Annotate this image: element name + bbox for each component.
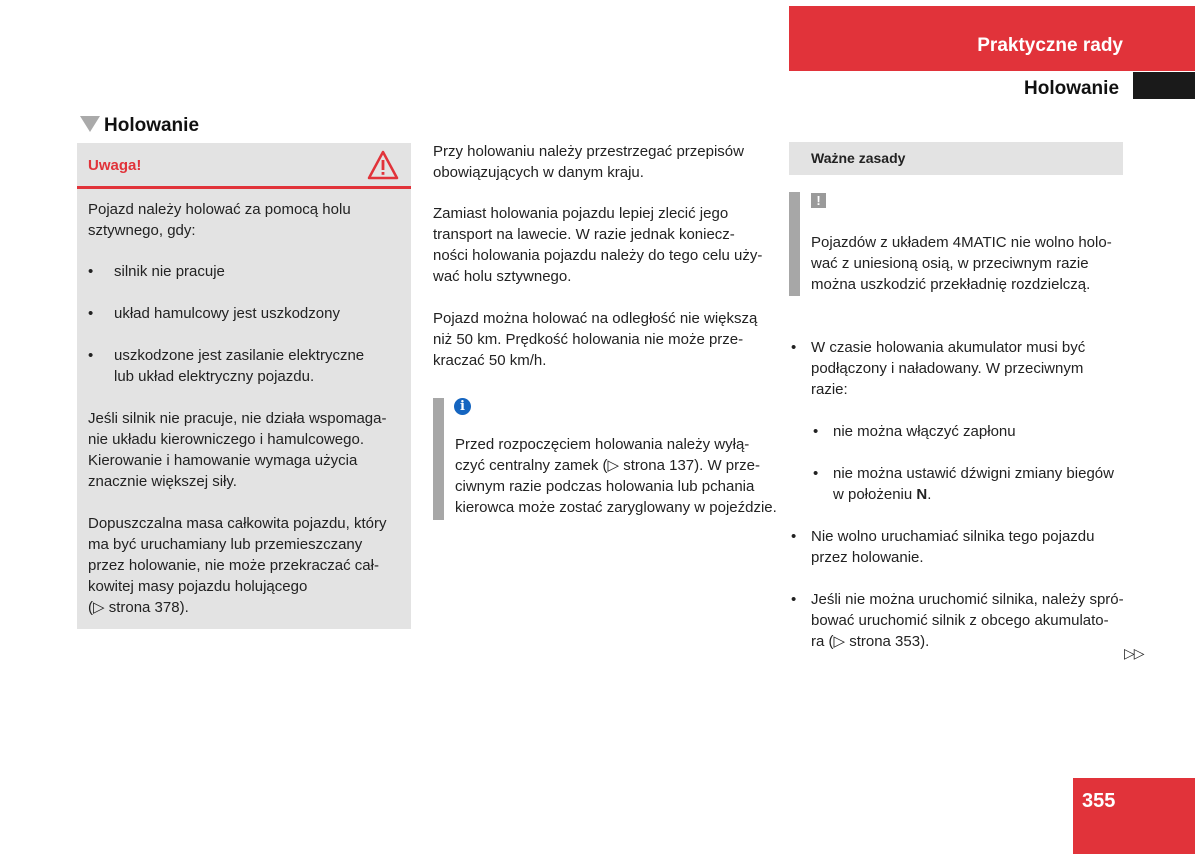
note-bar [789,192,800,296]
rules-heading: Ważne zasady [811,150,906,166]
info-text: Przed rozpoczęciem holowania należy wyłą- czyć centralny zamek (▷ strona 137). W prze- ciwnym razie podczas holowania lub pchania kierowca może zostać zaryglowany w pojeździe. [455,436,777,516]
warning-box: Uwaga! Pojazd należy holować za pomocą holu sztywnego, gdy: • silnik nie pracuje • układ hamulcowy jest uszkodzony • uszkodzone jest zasilanie elektryczne lub układ elektryczny pojazdu. Jeśli silnik nie pracuje, nie działa wspomaga- nie układu kierowniczego i hamulcowego. Kierowanie i hamowanie wymaga użycia znacznie większej siły. Dopuszczalna masa całkowita pojazdu, który ma być uruchamiany lub przemieszczany przez holowanie, nie może przekraczać cał- kowitej masy pojazdu holującego (▷ strona 378). [77,143,411,629]
rules-heading-box [789,142,1123,175]
section-marker [1133,72,1195,99]
page-number: 355 [1082,790,1116,812]
warning-intro: Pojazd należy holować za pomocą holu sztywnego, gdy: [88,201,351,239]
section-title-text: Holowanie [104,115,200,136]
note-text: Pojazdów z układem 4MATIC nie wolno holo- wać z uniesioną osią, w przeciwnym razie można uszkodzić przekładnię rozdzielczą. [811,234,1112,293]
warning-triangle-icon [367,150,399,180]
continue-arrows-icon: ▷▷ [1124,645,1144,661]
warning-paragraph: Dopuszczalna masa całkowita pojazdu, który ma być uruchamiany lub przemieszczany przez holowanie, nie może przekraczać cał- kowitej masy pojazdu holującego (▷ strona 378). [88,515,387,616]
exclamation-icon: ! [811,193,826,208]
warning-header [77,143,411,189]
sub-list-line: w położeniu N. [833,486,932,503]
warning-label: Uwaga! [88,157,142,174]
body-paragraph: Pojazd można holować na odległość nie większą niż 50 km. Prędkość holowania nie może prze- kraczać 50 km/h. [433,310,758,369]
warning-paragraph: Jeśli silnik nie pracuje, nie działa wspomaga- nie układu kierowniczego i hamulcowego. Kierowanie i hamowanie wymaga użycia znacznie większej siły. [88,410,387,490]
page-number-box [1073,778,1195,854]
body-paragraph: Przy holowaniu należy przestrzegać przepisów obowiązujących w danym kraju. [433,143,744,181]
section-title [80,115,199,137]
section-header: Holowanie [1024,78,1120,99]
chapter-banner [789,6,1195,71]
info-bar [433,398,444,520]
body-paragraph: Zamiast holowania pojazdu lepiej zlecić jego transport na lawecie. W razie jednak koniecz- ności holowania pojazdu należy do tego celu uży- wać holu sztywnego. [433,205,763,285]
info-icon: i [454,398,471,415]
chapter-title: Praktyczne rady [977,35,1123,56]
triangle-down-icon [80,116,100,132]
